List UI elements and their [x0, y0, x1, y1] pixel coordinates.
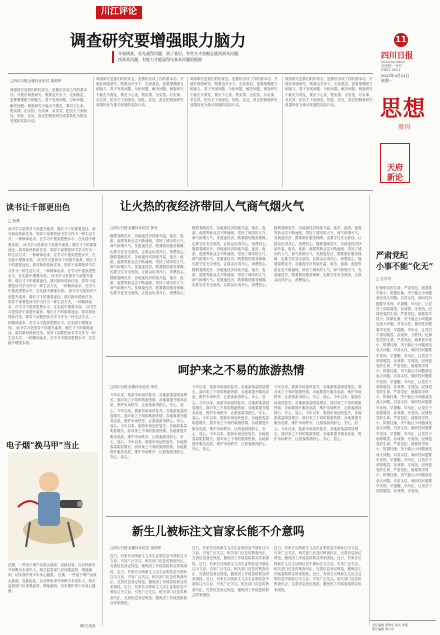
column-badge: 天府 新论 [380, 143, 410, 183]
footer-credits: 责任编辑 周明华 版式 周翔 照片编辑 周少华 [372, 623, 408, 631]
col-divider [93, 77, 94, 187]
article-2-byline: □四川日报全媒体评论员 鲁长 [110, 226, 158, 230]
left-col-divider [102, 195, 103, 625]
lead-article-byline: □四川日报全媒体评论员 周明华 [10, 79, 62, 83]
paper-pinyin: SICHUAN RIBAO [381, 60, 405, 64]
article-2-divider [106, 356, 368, 357]
right-column-title-2: 小事不能“化无” [376, 261, 434, 271]
subtitle-line-1: 开展调查，首先就得问题，到了基层，有些方才放眼去就找到具问题； [118, 51, 242, 56]
left-short-2-title: 电子烟“换马甲”当止 [6, 440, 80, 450]
lead-article-col-1: 调查研究是我们的传家宝，是做好各项工作的基本功。开展好调查研究，既要迈开步子、走到基层，更要增强眼力和脑力，善于发现问题、分析问题、解决问题。调查研究不能走马观花，要沉下心来，察实情、出实招、办实事、求实效，把功夫下到深处、细处、实处，真正把调查研究成果转化为推动发展的实际行动。 [10, 88, 87, 124]
article-4-col-1: 近日，有家长反映新生儿出生证明信息中被标注为文盲，引发广泛关注。相关部门应及时核查纠正，完善信息登记规范，避免因工作疏忽给群众带来困扰。近日，有家长反映新生儿出生证明信息中被标注为文盲，引发广泛关注。相关部门应及时核查纠正，完善信息登记规范，避免因工作疏忽给群众带来困扰。近日，有家长反映新生儿出生证明信息中被标注为文盲，引发广泛关注。相关部门应及时核查纠正，完善信息登记规范，避免因工作疏忽给群众带来困扰。 [110, 554, 187, 605]
issue-date: 2023年4月24日 [381, 73, 410, 78]
issue-line-1: 全国统一刊号 [381, 64, 402, 68]
left-short-1-byline: □ 何勇 [8, 219, 20, 223]
lead-article-col-3: 调查研究是我们的传家宝，是做好各项工作的基本功。开展好调查研究，既要迈开步子、走到基层，更要增强眼力和脑力，善于发现问题、分析问题、解决问题。调查研究不能走马观花，要沉下心来，察实情、出实招、办实事、求实效，把功夫下到深处、细处、实处，真正把调查研究成果转化为推动发展的实际行动。 [190, 77, 278, 108]
cartoon-horse-icon [8, 452, 98, 560]
paper-name: 四川日报 [381, 50, 413, 60]
section-subtitle: 周刊 [398, 124, 411, 131]
article-3-divider [106, 516, 368, 517]
header-divider [8, 73, 373, 74]
col-divider [282, 77, 283, 187]
page-number-badge: 11 [394, 33, 408, 47]
left-short-2-body: 近期，一些电子烟产品改头换面、变换包装，以各种新奇外形吸引未成年人，相关监管部门应加强监管、堵塞漏洞，切实保护青少年身心健康。 近期，一些电子烟产品改头换面、变换包装，以各种新奇外形吸引未成年人，相关监管部门应加强监管、堵塞漏洞，切实保护青少年身心健康。 [8, 563, 97, 594]
lead-article-col-4: 调查研究是我们的传家宝，是做好各项工作的基本功。开展好调查研究，既要迈开步子、走到基层，更要增强眼力和脑力，善于发现问题、分析问题、解决问题。调查研究不能走马观花，要沉下心来，察实情、出实招、办实事、求实效，把功夫下到深处、细处、实处，真正把调查研究成果转化为推动发展的实际行动。 [285, 77, 373, 108]
article-2-col-2: 随着春暖花开，各地夜经济持续升温，夜市、夜游、夜娱等新业态不断涌现，带回了城市的人气、商气和烟火气。发展夜经济，既要做好服务保障，也要守住安全底线，让群众玩得开心、消费放心。随着春暖花开，各地夜经济持续升温，夜市、夜游、夜娱等新业态不断涌现，带回了城市的人气、商气和烟火气。发展夜经济，既要做好服务保障，也要守住安全底线，让群众玩得开心、消费放心。随着春暖花开，各地夜经济持续升温，夜市、夜游、夜娱等新业态不断涌现，带回了城市的人气、商气和烟火气。发展夜经济，既要做好服务保障，也要守住安全底线，让群众玩得开心、消费放心。 [192, 226, 269, 288]
cartoon-caption: 图/王成喜 [80, 624, 96, 628]
lead-bottom-divider [8, 190, 373, 191]
article-4-title: 新生儿被标注文盲家长能不介意吗 [132, 524, 305, 538]
article-3-col-1: 今年以来，旅游市场加快复苏，各地游客量明显增长。面对来之不易的旅游热情，各地要提升服务品质，维护市场秩序，让游客游得舒心、安心、放心。今年以来，旅游市场加快复苏，各地游客量明显增长。面对来之不易的旅游热情，各地要提升服务品质，维护市场秩序，让游客游得舒心、安心、放心。今年以来，旅游市场加快复苏，各地游客量明显增长。面对来之不易的旅游热情，各地要提升服务品质，维护市场秩序，让游客游得舒心、安心、放心。今年以来，旅游市场加快复苏，各地游客量明显增长。面对来之不易的旅游热情，各地要提升服务品质，维护市场秩序，让游客游得舒心、安心、放心。 [110, 393, 187, 460]
right-column-byline: □ 江作苏 [376, 277, 392, 281]
article-3-col-3: 今年以来，旅游市场加快复苏，各地游客量明显增长。面对来之不易的旅游热情，各地要提升服务品质，维护市场秩序，让游客游得舒心、安心、放心。今年以来，旅游市场加快复苏，各地游客量明显增长。面对来之不易的旅游热情，各地要提升服务品质，维护市场秩序，让游客游得舒心、安心、放心。今年以来，旅游市场加快复苏，各地游客量明显增长。面对来之不易的旅游热情，各地要提升服务品质，维护市场秩序，让游客游得舒心、安心、放心。今年以来，旅游市场加快复苏，各地游客量明显增长。面对来之不易的旅游热情，各地要提升服务品质，维护市场秩序，让游客游得舒心、安心、放心。 [274, 385, 362, 442]
article-2-col-3: 随着春暖花开，各地夜经济持续升温，夜市、夜游、夜娱等新业态不断涌现，带回了城市的人气、商气和烟火气。发展夜经济，既要做好服务保障，也要守住安全底线，让群众玩得开心、消费放心。随着春暖花开，各地夜经济持续升温，夜市、夜游、夜娱等新业态不断涌现，带回了城市的人气、商气和烟火气。发展夜经济，既要做好服务保障，也要守住安全底线，让群众玩得开心、消费放心。随着春暖花开，各地夜经济持续升温，夜市、夜游、夜娱等新业态不断涌现，带回了城市的人气、商气和烟火气。发展夜经济，既要做好服务保障，也要守住安全底线，让群众玩得开心、消费放心。 [274, 226, 362, 283]
article-4-col-3: 近日，有家长反映新生儿出生证明信息中被标注为文盲，引发广泛关注。相关部门应及时核查纠正，完善信息登记规范，避免因工作疏忽给群众带来困扰。近日，有家长反映新生儿出生证明信息中被标注为文盲，引发广泛关注。相关部门应及时核查纠正，完善信息登记规范，避免因工作疏忽给群众带来困扰。近日，有家长反映新生儿出生证明信息中被标注为文盲，引发广泛关注。相关部门应及时核查纠正，完善信息登记规范，避免因工作疏忽给群众带来困扰。 [274, 546, 362, 592]
issue-line-2: CN51-0001 [381, 68, 401, 72]
section-title: 思想 [380, 96, 427, 122]
lead-article-col-2: 调查研究是我们的传家宝，是做好各项工作的基本功。开展好调查研究，既要迈开步子、走到基层，更要增强眼力和脑力，善于发现问题、分析问题、解决问题。调查研究不能走马观花，要沉下心来，察实情、出实招、办实事、求实效，把功夫下到深处、细处、实处，真正把调查研究成果转化为推动发展的实际行动。 [96, 77, 184, 108]
right-column-body: 纪律是党的生命。严肃党纪，就要抓早抓小、防微杜渐，决不能让小问题演变成大问题。对苗头性、倾向性问题要早发现、早提醒、早纠正，让党员干部知敬畏、存戒惧、守底线。纪律是党的生命。严肃党纪，就要抓早抓小、防微杜渐，决不能让小问题演变成大问题。对苗头性、倾向性问题要早发现、早提醒、早纠正，让党员干部知敬畏、存戒惧、守底线。纪律是党的生命。严肃党纪，就要抓早抓小、防微杜渐，决不能让小问题演变成大问题。对苗头性、倾向性问题要早发现、早提醒、早纠正，让党员干部知敬畏、存戒惧、守底线。纪律是党的生命。严肃党纪，就要抓早抓小、防微杜渐，决不能让小问题演变成大问题。对苗头性、倾向性问题要早发现、早提醒、早纠正，让党员干部知敬畏、存戒惧、守底线。纪律是党的生命。严肃党纪，就要抓早抓小、防微杜渐，决不能让小问题演变成大问题。对苗头性、倾向性问题要早发现、早提醒、早纠正，让党员干部知敬畏、存戒惧、守底线。纪律是党的生命。严肃党纪，就要抓早抓小、防微杜渐，决不能让小问题演变成大问题。对苗头性、倾向性问题要早发现、早提醒、早纠正，让党员干部知敬畏、存戒惧、守底线。纪律是党的生命。严肃党纪，就要抓早抓小、防微杜渐，决不能让小问题演变成大问题。对苗头性、倾向性问题要早发现、早提醒、早纠正，让党员干部知敬畏、存戒惧、守底线。纪律是党的生命。严肃党纪，就要抓早抓小、防微杜渐，决不能让小问题演变成大问题。对苗头性、倾向性问题要早发现、早提醒、早纠正，让党员干部知敬畏、存戒惧、守底线。 [376, 286, 432, 493]
article-4-col-2: 近日，有家长反映新生儿出生证明信息中被标注为文盲，引发广泛关注。相关部门应及时核查纠正，完善信息登记规范，避免因工作疏忽给群众带来困扰。近日，有家长反映新生儿出生证明信息中被标注为文盲，引发广泛关注。相关部门应及时核查纠正，完善信息登记规范，避免因工作疏忽给群众带来困扰。近日，有家长反映新生儿出生证明信息中被标注为文盲，引发广泛关注。相关部门应及时核查纠正，完善信息登记规范，避免因工作疏忽给群众带来困扰。 [192, 546, 269, 597]
issue-weekday: 星期一 [381, 78, 393, 83]
article-3-byline: □四川日报全媒体评论员 李杰 [110, 385, 158, 389]
article-4-byline: □四川日报全媒体评论员 周明华 [110, 546, 162, 550]
lead-article-title: 调查研究要增强眼力脑力 [70, 31, 247, 50]
subtitle-line-2: 找到具问题，有能力才能说得这基本问题的根源 [118, 57, 202, 62]
lead-article-subtitle [112, 51, 248, 63]
left-short-1-title: 读书让千部更出色 [6, 202, 70, 212]
cartoon-illustration [8, 452, 98, 560]
article-3-col-2: 今年以来，旅游市场加快复苏，各地游客量明显增长。面对来之不易的旅游热情，各地要提升服务品质，维护市场秩序，让游客游得舒心、安心、放心。今年以来，旅游市场加快复苏，各地游客量明显增长。面对来之不易的旅游热情，各地要提升服务品质，维护市场秩序，让游客游得舒心、安心、放心。今年以来，旅游市场加快复苏，各地游客量明显增长。面对来之不易的旅游热情，各地要提升服务品质，维护市场秩序，让游客游得舒心、安心、放心。今年以来，旅游市场加快复苏，各地游客量明显增长。面对来之不易的旅游热情，各地要提升服务品质，维护市场秩序，让游客游得舒心、安心、放心。 [192, 385, 269, 452]
right-column-title-1: 严肃党纪 [376, 250, 408, 260]
article-2-title: 让火热的夜经济带回人气商气烟火气 [120, 199, 304, 213]
left-short-1-body: 读书学习是领导干部提升素养、增长才干的重要途径。面对新形势新任务，领导干部要把读书学习作为一种生活方式、一种精神追求，在学习中提高思想水平，在实践中增强本领。 读书学习是领导干部提升素养、增长才干的重要途径。面对新形势新任务，领导干部要把读书学习作为一种生活方式、一种精神追求，在学习中提高思想水平，在实践中增强本领。 读书学习是领导干部提升素养、增长才干的重要途径。面对新形势新任务，领导干部要把读书学习作为一种生活方式、一种精神追求，在学习中提高思想水平，在实践中增强本领。 读书学习是领导干部提升素养、增长才干的重要途径。面对新形势新任务，领导干部要把读书学习作为一种生活方式、一种精神追求，在学习中提高思想水平，在实践中增强本领。 读书学习是领导干部提升素养、增长才干的重要途径。面对新形势新任务，领导干部要把读书学习作为一种生活方式、一种精神追求，在学习中提高思想水平，在实践中增强本领。 读书学习是领导干部提升素养、增长才干的重要途径。面对新形势新任务，领导干部要把读书学习作为一种生活方式、一种精神追求，在学习中提高思想水平，在实践中增强本领。 读书学习是领导干部提升素养、增长才干的重要途径。面对新形势新任务，领导干部要把读书学习作为一种生活方式、一种精神追求，在学习中提高思想水平，在实践中增强本领。 [8, 227, 97, 346]
article-2-col-1: 随着春暖花开，各地夜经济持续升温，夜市、夜游、夜娱等新业态不断涌现，带回了城市的人气、商气和烟火气。发展夜经济，既要做好服务保障，也要守住安全底线，让群众玩得开心、消费放心。随着春暖花开，各地夜经济持续升温，夜市、夜游、夜娱等新业态不断涌现，带回了城市的人气、商气和烟火气。发展夜经济，既要做好服务保障，也要守住安全底线，让群众玩得开心、消费放心。随着春暖花开，各地夜经济持续升温，夜市、夜游、夜娱等新业态不断涌现，带回了城市的人气、商气和烟火气。发展夜经济，既要做好服务保障，也要守住安全底线，让群众玩得开心、消费放心。 [110, 234, 187, 296]
article-3-title: 呵护来之不易的旅游热情 [178, 363, 305, 377]
section-tag: 川江评论 [96, 6, 142, 19]
right-col-divider [369, 195, 370, 625]
col-divider [187, 77, 188, 187]
footer-divider [370, 620, 436, 621]
